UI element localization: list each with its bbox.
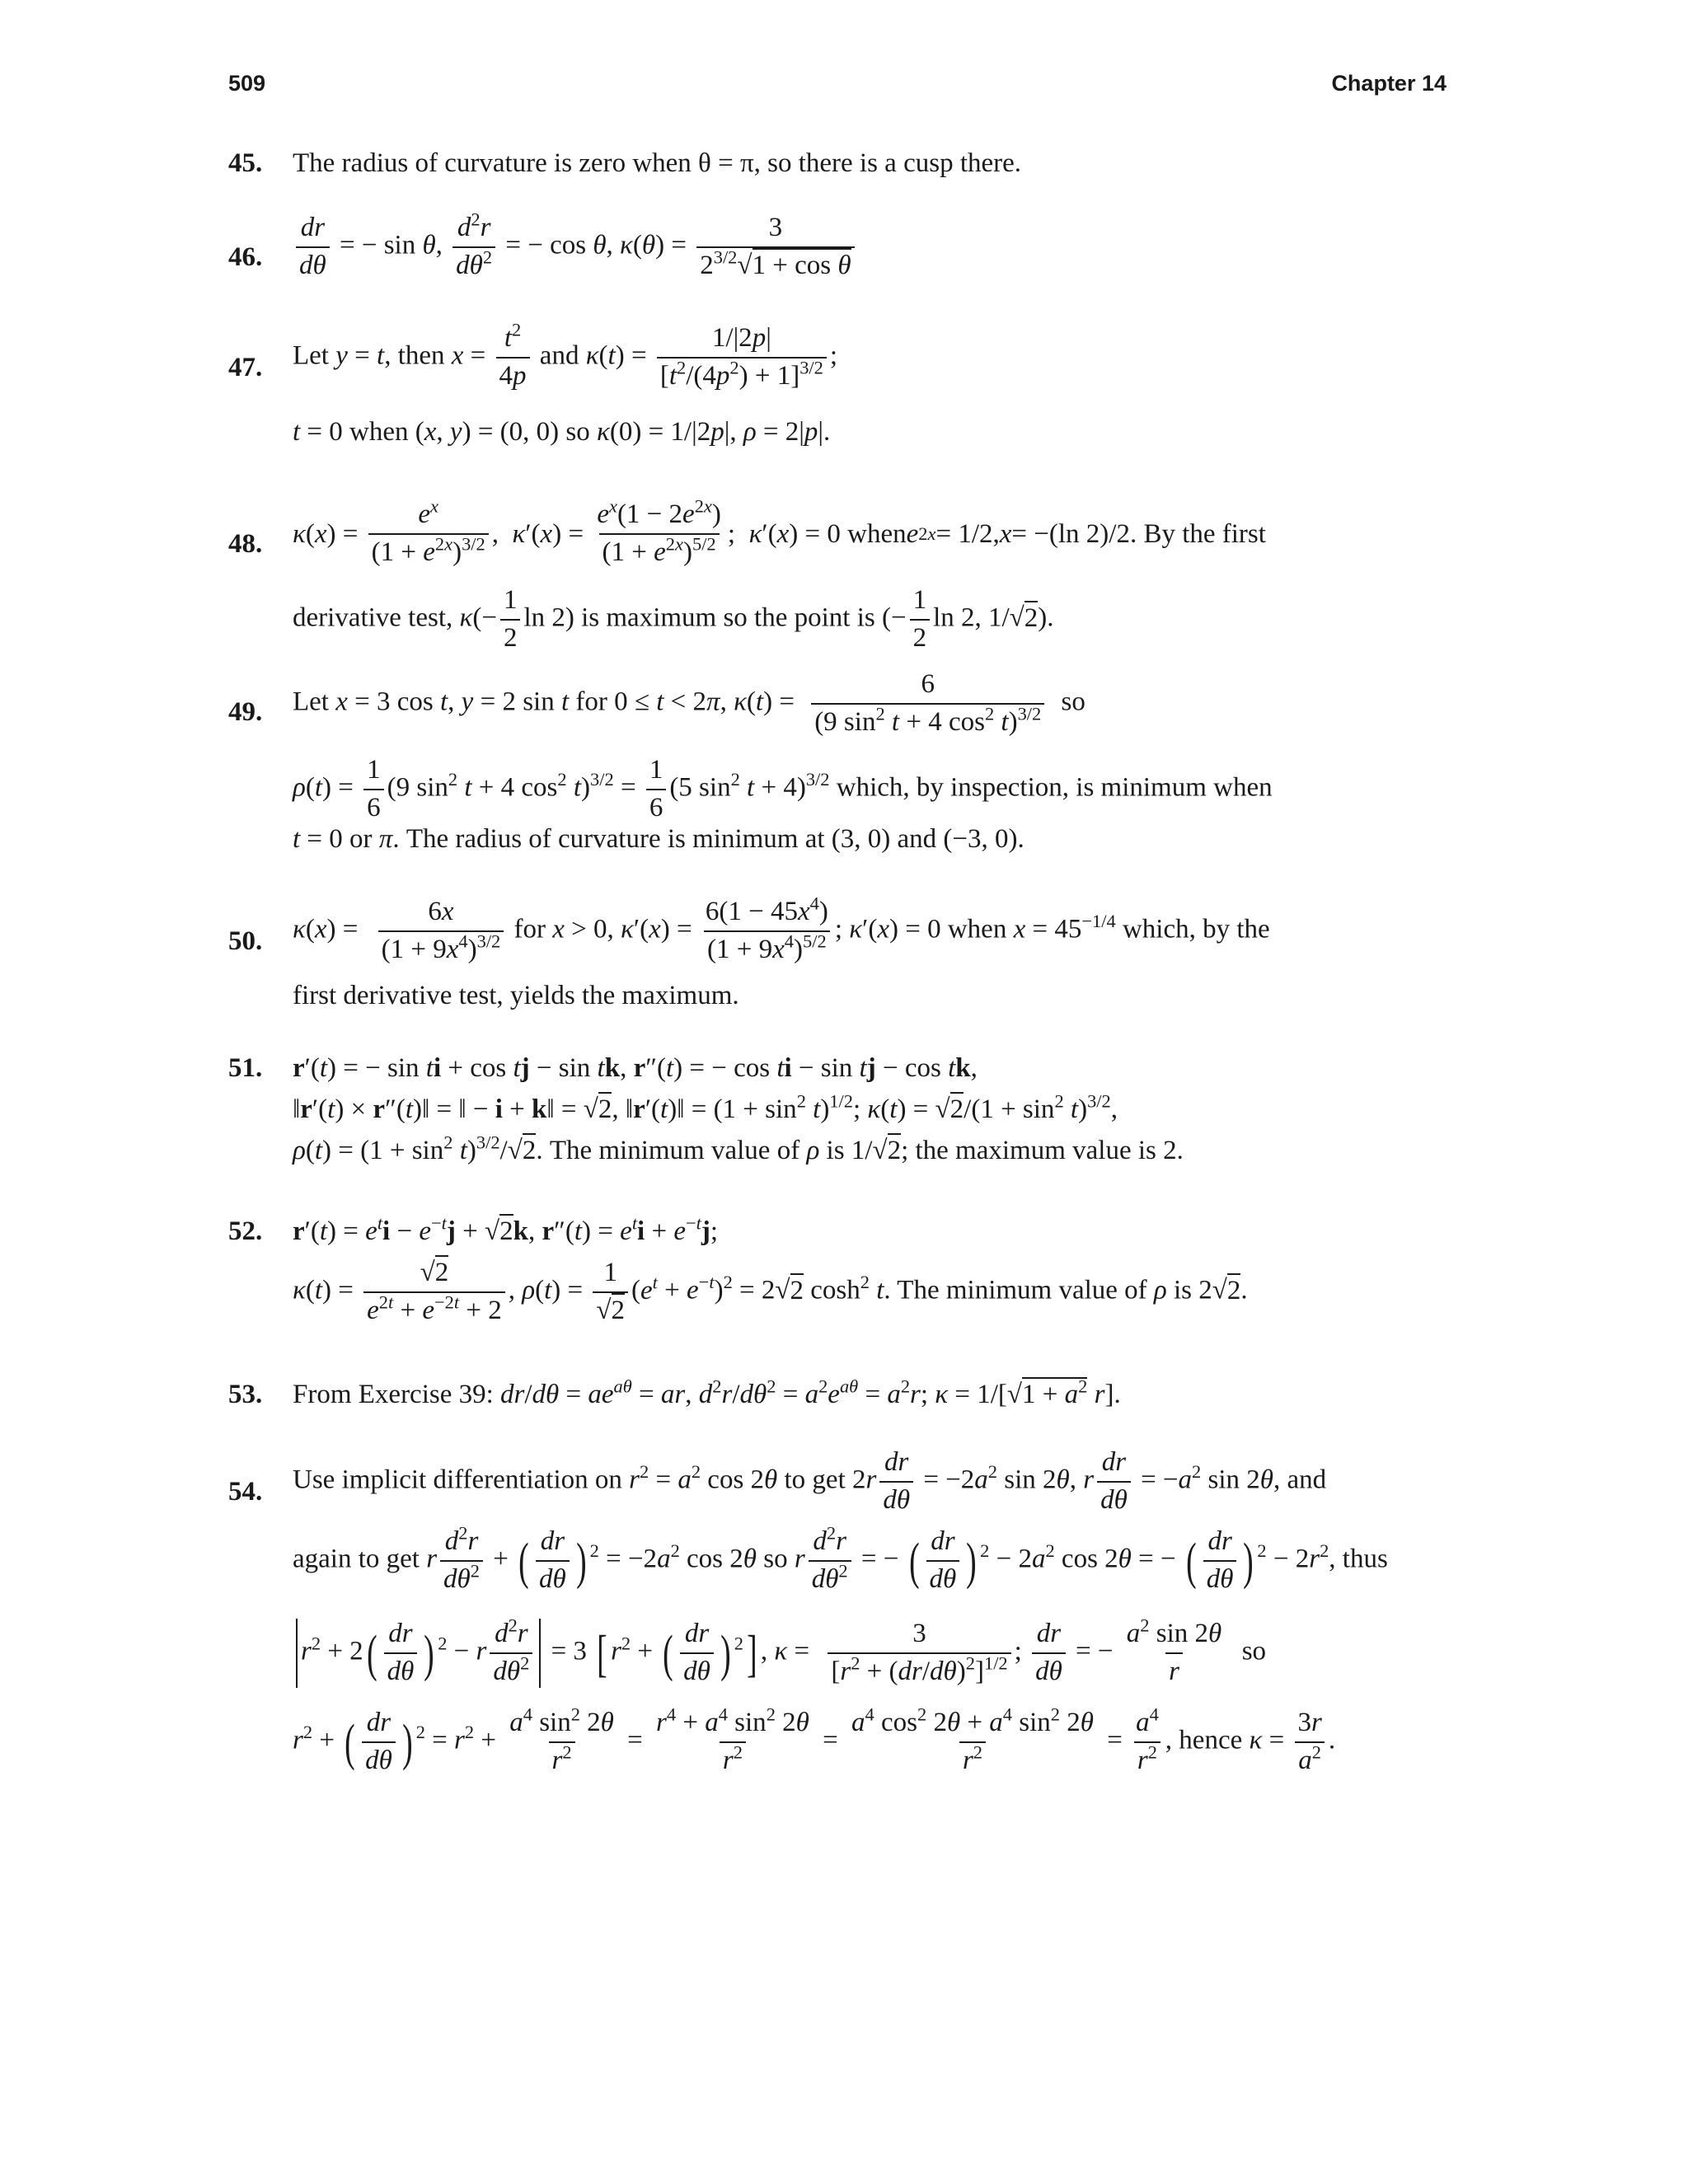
problem-math: derivative test, κ(− $\frac{1}{2}$ ln 2) is maximum so the point is (− $\frac{1}{2}$ ln 2, 1/√2).	[293, 585, 1054, 653]
problem-math: t = 0 or π. The radius of curvature is minimum at (3, 0) and (−3, 0).	[293, 824, 1025, 854]
problem-math: $r^2 + 2$( $\frac{dr}{d\theta}$ ) $^2$ − r $\frac{d^2r}{d\theta^2}$ = 3 [ $r^2$ + ( $\frac{dr}{d\theta}$ ) $^2$] , κ = $\frac{3}{[r^2 + (dr/d\theta)^2]^{1/2}}$ ; $\frac{dr}{d\theta}$ = − $\frac{a^2 \sin 2\theta}{r}$ so	[293, 1619, 1266, 1688]
problem-math: $\rho(t) = (1 + \sin^2 t)^{3/2}/√2$. The minimum value of ρ is 1/√2; the maximum value is 2.	[293, 1132, 1184, 1165]
problem-text: The radius of curvature is zero when θ = π, so there is a cusp there.	[293, 148, 1022, 178]
problem-number: 50.	[228, 926, 263, 956]
problem-math: again to get r $\frac{d^2r}{d\theta^2}$ + ( $\frac{dr}{d\theta}$ ) $^2 = -2a^2$ cos 2θ so r $\frac{d^2r}{d\theta^2}$ = − ( $\frac{dr}{d\theta}$ ) $^2 - 2a^2$ cos 2θ = − ( $\frac{dr}{d\theta}$ ) $^2 - 2r^2$, thus	[293, 1522, 1388, 1594]
problem-math: Let y = t, then x = $\frac{t^2}{4p}$ and κ(t) = $\frac{1/|2p|}{[t^2/(4p^2) + 1]^{3/2}}$ ;	[293, 319, 838, 391]
problem-math: $r^2$ + ( $\frac{dr}{d\theta}$ ) $^2 = r^2$ + $\frac{a^4 \sin^2 2\theta}{r^2}$ = $\frac{r^4 + a^4 \sin^2 2\theta}{r^2}$ = $\frac{a^4 \cos^2 2\theta + a^4 \sin^2 2\theta}{r^2}$ = $\frac{a^4}{r^2}$ , hence κ = $\frac{3r}{a^2}$ .	[293, 1704, 1336, 1775]
problem-number: 51.	[228, 1053, 263, 1083]
problem-number: 47.	[228, 353, 263, 382]
problem-math: Use implicit differentiation on $r^2 = a^2$ cos 2θ to get 2r $\frac{dr}{d\theta}$ = $-2a^2$ sin 2θ, r $\frac{dr}{d\theta}$ = $-a^2$ sin 2θ, and	[293, 1447, 1327, 1515]
problem-math: κ ( x ) = $\frac{e^x}{(1 + e^{2x})^{3/2}}$ , κ ′( x ) = $\frac{e^x(1 - 2e^{2x})}{(1 + e^{2x})^{5/2}}$ ; κ ′( x ) = 0 when e 2x = 1/2, x = −(ln 2)/2. By the first	[293, 495, 1266, 567]
problem-math: ρ(t) = $\frac{1}{6}$ (9 $\sin^2 t + 4$ $\cos^2 t)^{3/2}$ = $\frac{1}{6}$ (5 $\sin^2 t + 4)^{3/2}$ which, by inspection, is minimum when	[293, 755, 1273, 823]
problem-math: From Exercise 39: $dr/d\theta = ae^{a\theta}$ = ar, $d^2r/d\theta^2 = a^2e^{a\theta} = a^2r$; $\kappa = 1/[√1 + a^2$ r].	[293, 1376, 1121, 1409]
problem-math: κ(t) = $\frac{√2}{e^{2t} + e^{-2t} + 2}$ , ρ(t) = $\frac{1}{√2}$ $(e^t + e^{-t})^2 = 2√2$ $\cosh^2 t$. The minimum value of ρ is 2√2.	[293, 1258, 1248, 1327]
problem-number: 49.	[228, 697, 263, 727]
problem-number: 53.	[228, 1380, 263, 1409]
page-header	[228, 71, 1447, 104]
problem-number: 48.	[228, 529, 263, 559]
problem-math: Let x = 3 cos t, y = 2 sin t for 0 ≤ t < 2π, κ(t) = $\frac{6}{(9 \sin^2 t + 4 \cos^2 t)^{3/2}}$ so	[293, 669, 1085, 737]
problem-math: r′(t) = − sin ti + cos tj − sin tk, r″(t) = − cos ti − sin tj − cos tk,	[293, 1053, 978, 1083]
problem-number: 54.	[228, 1477, 263, 1507]
page-number: 509	[228, 71, 266, 96]
problem-math: first derivative test, yields the maximum.	[293, 981, 739, 1010]
problem-math: t = 0 when (x, y) = (0, 0) so κ(0) = 1/|2p|, ρ = 2|p|.	[293, 417, 831, 447]
problem-math: ‖r′(t) × r″(t)‖ = ‖ − i + k‖ = √2, ‖r′(t)‖ = $(1 + \sin^2 t)^{1/2}$; $\kappa(t) = √2/(1 + \sin^2 t)^{3/2}$,	[293, 1090, 1118, 1124]
chapter-title: Chapter 14	[1331, 71, 1447, 96]
problem-math: $r'(t) = e^ti - e^{-t}j + √2k$, $r''(t) = e^ti + e^{-t}j$;	[293, 1212, 719, 1246]
problem-number: 52.	[228, 1216, 263, 1246]
problem-math: κ(x) = $\frac{6x}{(1 + 9x^4)^{3/2}}$ for x > 0, κ′(x) = $\frac{6(1 - 45x^4)}{(1 + 9x^4)^{5/2}}$ ; κ′(x) = 0 when $x = 45^{-1/4}$ which, by the	[293, 893, 1270, 964]
problem-math: $\frac{dr}{d\theta}$ = − sin θ, $\frac{d^2r}{d\theta^2}$ = − cos θ, κ(θ) = $\frac{3}{2^{3/2}√1 + \cos \theta}$	[293, 213, 858, 282]
problem-number: 45.	[228, 148, 263, 178]
problem-number: 46.	[228, 242, 263, 272]
